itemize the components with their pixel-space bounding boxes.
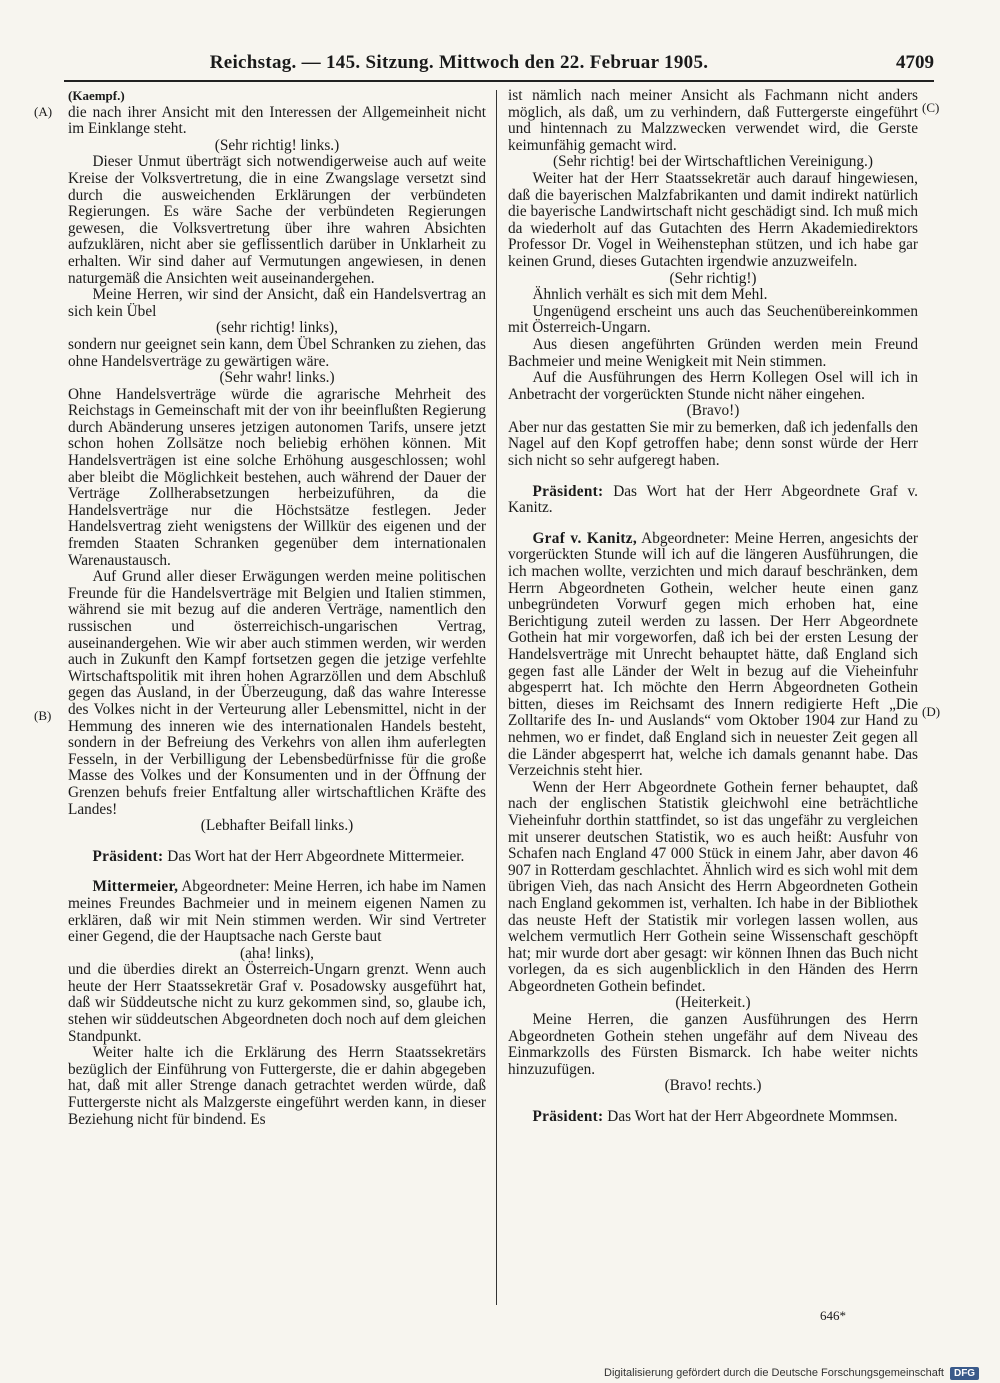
left-column	[68, 88, 486, 1128]
speaker-continuation: (Kaempf.)	[68, 88, 125, 103]
speaker-paragraph: Präsident: Das Wort hat der Herr Abgeordnete Mommsen.	[532, 1108, 898, 1126]
interjection: (Lebhafter Beifall links.)	[200, 817, 354, 835]
paragraph: Meine Herren, die ganzen Ausführungen des Herrn Abgeordneten Gothein stehen ungefähr auf dem Niveau des Einmarkzolls des Fürsten Bismarck. Ich habe weiter nichts hinzuzufügen.	[508, 1011, 918, 1078]
signature-mark: 646*	[820, 1308, 846, 1323]
speaker-name: Präsident:	[532, 1108, 604, 1126]
speaker-name: Präsident:	[92, 847, 164, 865]
header-rule	[64, 80, 934, 82]
margin-marker-b: (B)	[34, 708, 52, 723]
paragraph: sondern nur geeignet sein kann, dem Übel Schranken zu ziehen, das ohne Handelsverträge zu gewärtigen wäre.	[68, 335, 486, 370]
margin-marker-c: (C)	[922, 100, 940, 115]
column-rule	[496, 90, 497, 1305]
paragraph: Weiter hat der Herr Staatssekretär auch darauf hingewiesen, daß die bayerischen Malzfabrikanten und damit indirekt natürlich die bayerische Landwirtschaft nicht geschädigt sind. Ich muß mich da wiederholt auf das Gutachten des Herrn Akademiedirektors Professor Dr. Vogel in Weihenstephan stützen, und ich habe gar keinen Grund, dieses Gutachten irgendwie anzuzweifeln.	[508, 169, 918, 270]
dfg-logo-icon: DFG	[950, 1367, 979, 1380]
interjection: (Sehr wahr! links.)	[219, 369, 335, 387]
paragraph: Ähnlich verhält es sich mit dem Mehl.	[532, 286, 768, 304]
interjection: (Heiterkeit.)	[675, 994, 751, 1012]
speaker-name: Präsident:	[532, 482, 604, 500]
paragraph: Dieser Unmut überträgt sich notwendigerweise auch auf weite Kreise der Volksvertretung, die in eine Zwangslage versetzt sind durch die ausweichenden Erklärungen der verbündeten Regierungen. Es wäre Sache der verbündeten Regierungen gewesen, die Volksvertretung über ihre wahren Absichten aufzuklären, nicht aber sie geflissentlich darüber in Unklarheit zu erhalten. Wir sind daher auf Vermutungen angewiesen, in denen naturgemäß die Ansichten weit auseinandergehen.	[68, 153, 486, 287]
paragraph: Auf die Ausführungen des Herrn Kollegen Osel will ich in Anbetracht der vorgerückten Stunde nicht näher eingehen.	[508, 369, 918, 403]
interjection: (sehr richtig! links),	[216, 319, 338, 337]
interjection: (aha! links),	[240, 944, 314, 962]
speaker-paragraph: Mittermeier, Abgeordneter: Meine Herren, ich habe im Namen meines Freundes Bachmeier und in meinem eigenen Namen zu erklären, daß wir mit Nein stimmen werden. Wir sind Vertreter einer Gegend, die der Hauptsache nach Gerste baut	[68, 878, 487, 946]
speaker-name: Mittermeier,	[92, 878, 179, 896]
paragraph: Ungenügend erscheint uns auch das Seuchenübereinkommen mit Österreich-Ungarn.	[508, 302, 918, 337]
paragraph: Aber nur das gestatten Sie mir zu bemerken, daß ich jedenfalls den Nagel auf den Kopf getroffen habe; denn sonst würde der Herr sich nicht so sehr aufgeregt haben.	[508, 418, 918, 470]
speaker-name: Graf v. Kanitz,	[532, 529, 637, 547]
paragraph: Wenn der Herr Abgeordnete Gothein ferner behauptet, daß nach der englischen Statistik gleichwohl eine beträchtliche Vieheinfuhr dorthin stattfindet, so ist das ungefähr zu vergleichen mit unserer deutschen Statistik, wo es auch heißt: Ausfuhr von Schafen nach England 47 000 Stück in einem Jahr, aber davon 46 907 in Rotterdam geschlachtet. Ähnlich wird es sich wohl mit dem übrigen Vieh, das nach Ansicht des Herrn Abgeordneten Gothein nach England gekommen ist, verhalten. Ich habe in der Bibliothek das neuste Heft der Statistik mir vorlegen lassen wollen, aus welchem vermutlich Herr Gothein seine Wissenschaft geschöpft hat; mir wurde dort aber gesagt: wir können Ihnen das Buch nicht vorlegen, da es sich augenblicklich in den Händen des Herrn Abgeordneten Gothein befindet.	[508, 778, 918, 995]
interjection: (Sehr richtig!)	[669, 269, 757, 287]
paragraph: Auf Grund aller dieser Erwägungen werden meine politischen Freunde für die Handelsverträge mit Belgien und Italien stimmen, während sie mit bezug auf die anderen Verträge, namentlich den russischen und österreichisch-ungarischen Vertrag, auseinandergehen. Wie wir aber auch stimmen werden, wir werden auch in Zukunft den Kampf fortsetzen gegen die jetzige verfehlte Wirtschaftspolitik mit ihren hohen Agrarzöllen und dem Abschluß gegen das Ausland, in der Überzeugung, daß das wahre Interesse des Volkes nicht in der Verteurung aller Lebensmittel, nicht in der Hemmung des inneren wie des internationalen Handels besteht, sondern in der Befreiung des Verkehrs von allen ihm auferlegten Fesseln, in der Verbilligung der Lebensbedürfnisse für die große Masse des Volkes und der Konsumenten und in der Öffnung der Grenzen behufs freier Entfaltung aller wirtschaftlichen Kräfte des Landes!	[68, 568, 486, 818]
speaker-paragraph: Graf v. Kanitz, Abgeordneter: Meine Herren, angesichts der vorgerückten Stunde will ich auf die längeren Ausführungen, die ich machen wollte, verzichten und mich darauf beschränken, dem Herrn Abgeordneten Gothein, welcher heute einen ganz unbegründeten Vorwurf gegen mich erhoben hat, eine Berichtigung zuteil werden zu lassen. Der Herr Abgeordnete Gothein hat mir vorgeworfen, daß ich bei der ersten Lesung der Handelsverträge mit Unrecht behauptet hätte, daß England sich gegen fast alle Länder der Welt in bezug auf die Vieheinfuhr abgesperrt hat. Ich möchte den Herrn Abgeordneten Gothein bitten, dieses im Reichsamt des Innern redigierte Heft „Die Zolltarife des In- und Auslands“ vom Oktober 1904 zur Hand zu nehmen, wo er findet, daß England sich in neuester Zeit gegen all die Länder abgesperrt hat, welche ich damals genannt habe. Das Verzeichnis steht hier.	[508, 529, 918, 780]
margin-marker-a: (A)	[34, 104, 53, 119]
interjection: (Bravo! rechts.)	[664, 1077, 762, 1095]
margin-marker-d: (D)	[922, 704, 941, 719]
paragraph: ist nämlich nach meiner Ansicht als Fachmann nicht anders möglich, als daß, um zu verhindern, daß Futtergerste eingeführt und hintennach zu Malzzwecken verwendet wird, die Gerste keimunfähig gemacht wird.	[508, 87, 918, 154]
paragraph: Ohne Handelsverträge würde die agrarische Mehrheit des Reichstags in Gemeinschaft mit der von ihr beeinflußten Regierung durch Abänderung unseres jetzigen autonomen Tarifs, unsere jetzt schon hohen Zollsätze noch beliebig erhöhen können. Mit Handelsverträgen ist eine solche Erhöhung ausgeschlossen; wohl aber bleibt die Möglichkeit bestehen, auch während der Dauer der Verträge Zollherabsetzungen herbeizuführen, da die Handelsverträge nur die Höchstsätze festlegen. Jeder Handelsvertrag zieht wenigstens der Willkür des eigenen und der fremden Staaten Schranken gegenüber dem internationalen Warenaustausch.	[68, 385, 486, 569]
paragraph: die nach ihrer Ansicht mit den Interessen der Allgemeinheit nicht im Einklange steht.	[68, 103, 486, 138]
running-title: Reichstag. — 145. Sitzung. Mittwoch den 22. Februar 1905.	[209, 52, 709, 73]
paragraph: Aus diesen angeführten Gründen werden mein Freund Bachmeier und meine Wenigkeit mit Nein stimmen.	[508, 335, 918, 370]
page-header	[64, 48, 934, 78]
paragraph: Meine Herren, wir sind der Ansicht, daß ein Handelsvertrag an sich kein Übel	[68, 286, 486, 320]
right-column	[508, 88, 918, 1126]
interjection: (Bravo!)	[686, 402, 740, 420]
interjection: (Sehr richtig! bei der Wirtschaftlichen Vereinigung.)	[553, 153, 873, 171]
page-number: 4709	[896, 52, 934, 73]
footer-credit	[604, 1365, 994, 1381]
speaker-paragraph: Präsident: Das Wort hat der Herr Abgeordnete Mittermeier.	[92, 847, 465, 865]
speaker-paragraph: Präsident: Das Wort hat der Herr Abgeordnete Graf v. Kanitz.	[508, 482, 918, 517]
footer-text: Digitalisierung gefördert durch die Deutsche Forschungsgemeinschaft	[604, 1367, 944, 1379]
paragraph: und die überdies direkt an Österreich-Ungarn grenzt. Wenn auch heute der Herr Staatssekretär Graf v. Posadowsky ausgeführt hat, daß wir Süddeutsche nicht zu kurz gekommen sind, so, glaube ich, stehen wir süddeutschen Abgeordneten doch noch auf dem gleichen Standpunkt.	[68, 961, 486, 1045]
paragraph: Weiter halte ich die Erklärung des Herrn Staatssekretärs bezüglich der Einführung von Futtergerste, die er dahin abgegeben hat, daß mit aller Strenge danach getrachtet werden würde, daß Futtergerste nicht als Malzgerste eingeführt werden kann, in dieser Beziehung nicht für bindend. Es	[68, 1044, 486, 1128]
interjection: (Sehr richtig! links.)	[214, 136, 340, 154]
